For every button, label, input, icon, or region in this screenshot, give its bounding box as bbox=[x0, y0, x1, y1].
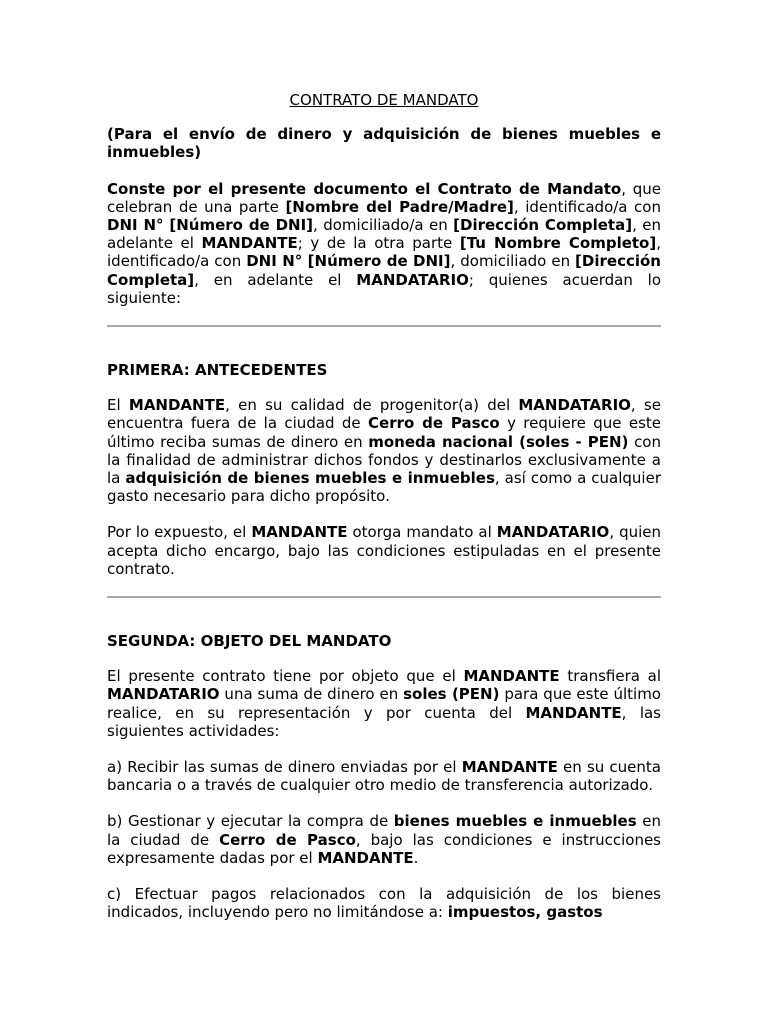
objeto-paragraph-1: El presente contrato tiene por objeto que el MANDANTE transfiera al MANDATARIO una suma de dinero en soles (PEN) para que este último realice, en su representación y por cuenta del MANDANTE, las siguientes actividades: bbox=[107, 667, 662, 740]
section-divider bbox=[107, 325, 661, 327]
document-title: CONTRATO DE MANDATO bbox=[289, 91, 479, 109]
objeto-item-c: c) Efectuar pagos relacionados con la adquisición de los bienes indicados, incluyendo pero no limitándose a: impuestos, gastos bbox=[107, 885, 661, 922]
section-heading-primera: PRIMERA: ANTECEDENTES bbox=[107, 361, 328, 380]
antecedentes-paragraph-1: El MANDANTE, en su calidad de progenitor(a) del MANDATARIO, se encuentra fuera de la ciudad de Cerro de Pasco y requiere que este último reciba sumas de dinero en moneda nacional (soles - PEN) con la finalidad de administrar dichos fondos y destinarlos exclusivamente a la adquisición de bienes muebles e inmuebles, así como a cualquier gasto necesario para dicho propósito. bbox=[107, 396, 661, 506]
document-subtitle: (Para el envío de dinero y adquisición de bienes muebles e inmuebles) bbox=[107, 125, 661, 162]
intro-paragraph: Conste por el presente documento el Contrato de Mandato, que celebran de una parte [Nombre del Padre/Madre], identificado/a con DNI N° [Número de DNI], domiciliado/a en [Dirección Completa], en adelante el MANDANTE; y de la otra parte [Tu Nombre Completo], identificado/a con DNI N° [Número de DNI], domiciliado en [Dirección Completa], en adelante el MANDATARIO; quienes acuerdan lo siguiente: bbox=[107, 179, 661, 307]
antecedentes-paragraph-2: Por lo expuesto, el MANDANTE otorga mandato al MANDATARIO, quien acepta dicho encargo, bajo las condiciones estipuladas en el presente contrato. bbox=[107, 523, 662, 578]
objeto-item-b: b) Gestionar y ejecutar la compra de bienes muebles e inmuebles en la ciudad de Cerro de Pasco, bajo las condiciones e instrucciones expresamente dadas por el MANDANTE. bbox=[107, 812, 661, 867]
objeto-item-a: a) Recibir las sumas de dinero enviadas por el MANDANTE en su cuenta bancaria o a través de cualquier otro medio de transferencia autorizado. bbox=[107, 758, 661, 795]
intro-lead: Conste por el presente documento el Contrato de Mandato bbox=[107, 179, 622, 198]
section-heading-segunda: SEGUNDA: OBJETO DEL MANDATO bbox=[107, 632, 392, 651]
contract-document bbox=[107, 91, 661, 940]
section-divider bbox=[107, 596, 661, 598]
